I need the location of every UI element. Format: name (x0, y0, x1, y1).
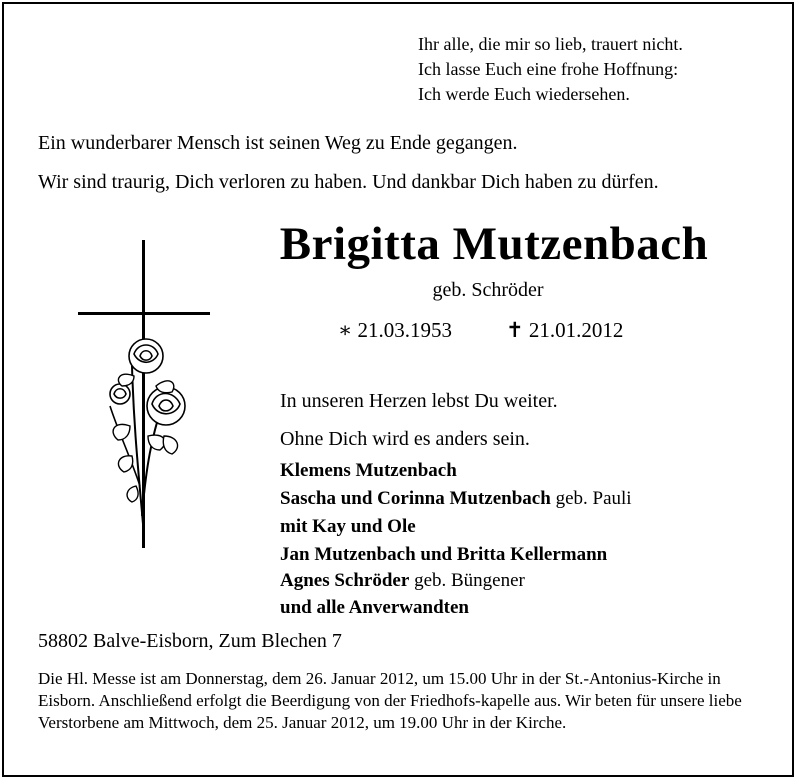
mourner-line (280, 544, 607, 566)
cross-with-roses-icon (74, 236, 214, 556)
mourner-line (280, 516, 416, 538)
deceased-name: Brigitta Mutzenbach (279, 218, 709, 270)
verse-line: In unseren Herzen lebst Du weiter. (280, 390, 558, 412)
birth-star-icon: ∗ (338, 318, 353, 342)
death-cross-icon: ✝ (506, 318, 524, 342)
address: 58802 Balve-Eisborn, Zum Blechen 7 (38, 630, 342, 652)
mourner-line (280, 488, 632, 510)
birth-date-value: 21.03.1953 (357, 318, 453, 342)
mourner-suffix: geb. Pauli (550, 488, 632, 509)
service-info: Die Hl. Messe ist am Donnerstag, dem 26. Januar 2012, um 15.00 Uhr in der St.-Antonius-Kirche in Eisborn. Anschließend erfolgt die Beerdigung von der Friedhofs-kapelle aus. Wir beten für unsere liebe Verstorbene am Mittwoch, dem 25. Januar 2012, um 19.00 Uhr in der Kirche. (38, 669, 742, 732)
mourner-name: und alle Anverwandten (280, 597, 469, 618)
mourner-name: Sascha und Corinna Mutzenbach (280, 488, 551, 509)
obituary-notice (2, 2, 794, 777)
mourner-name: Klemens Mutzenbach (280, 460, 457, 481)
intro-line: Wir sind traurig, Dich verloren zu haben. Und dankbar Dich haben zu dürfen. (38, 171, 659, 193)
mourner-suffix: geb. Büngener (409, 570, 525, 591)
maiden-name: geb. Schröder (432, 279, 544, 301)
poem-line: Ich lasse Euch eine frohe Hoffnung: (418, 59, 679, 79)
poem (418, 32, 683, 107)
mourner-name: Agnes Schröder (280, 570, 410, 591)
mourner-name: mit Kay und Ole (280, 516, 416, 537)
mourner-line (280, 570, 525, 592)
birth-date (338, 318, 452, 343)
verse-line: Ohne Dich wird es anders sein. (280, 428, 530, 450)
poem-line: Ihr alle, die mir so lieb, trauert nicht. (418, 34, 683, 54)
mourner-line (280, 597, 469, 619)
intro-line: Ein wunderbarer Mensch ist seinen Weg zu Ende gegangen. (38, 132, 518, 154)
mourner-name: Jan Mutzenbach und Britta Kellermann (280, 544, 608, 565)
poem-line: Ich werde Euch wiedersehen. (418, 84, 630, 104)
death-date (506, 318, 623, 343)
death-date-value: 21.01.2012 (528, 318, 624, 342)
mourner-line (280, 460, 457, 482)
